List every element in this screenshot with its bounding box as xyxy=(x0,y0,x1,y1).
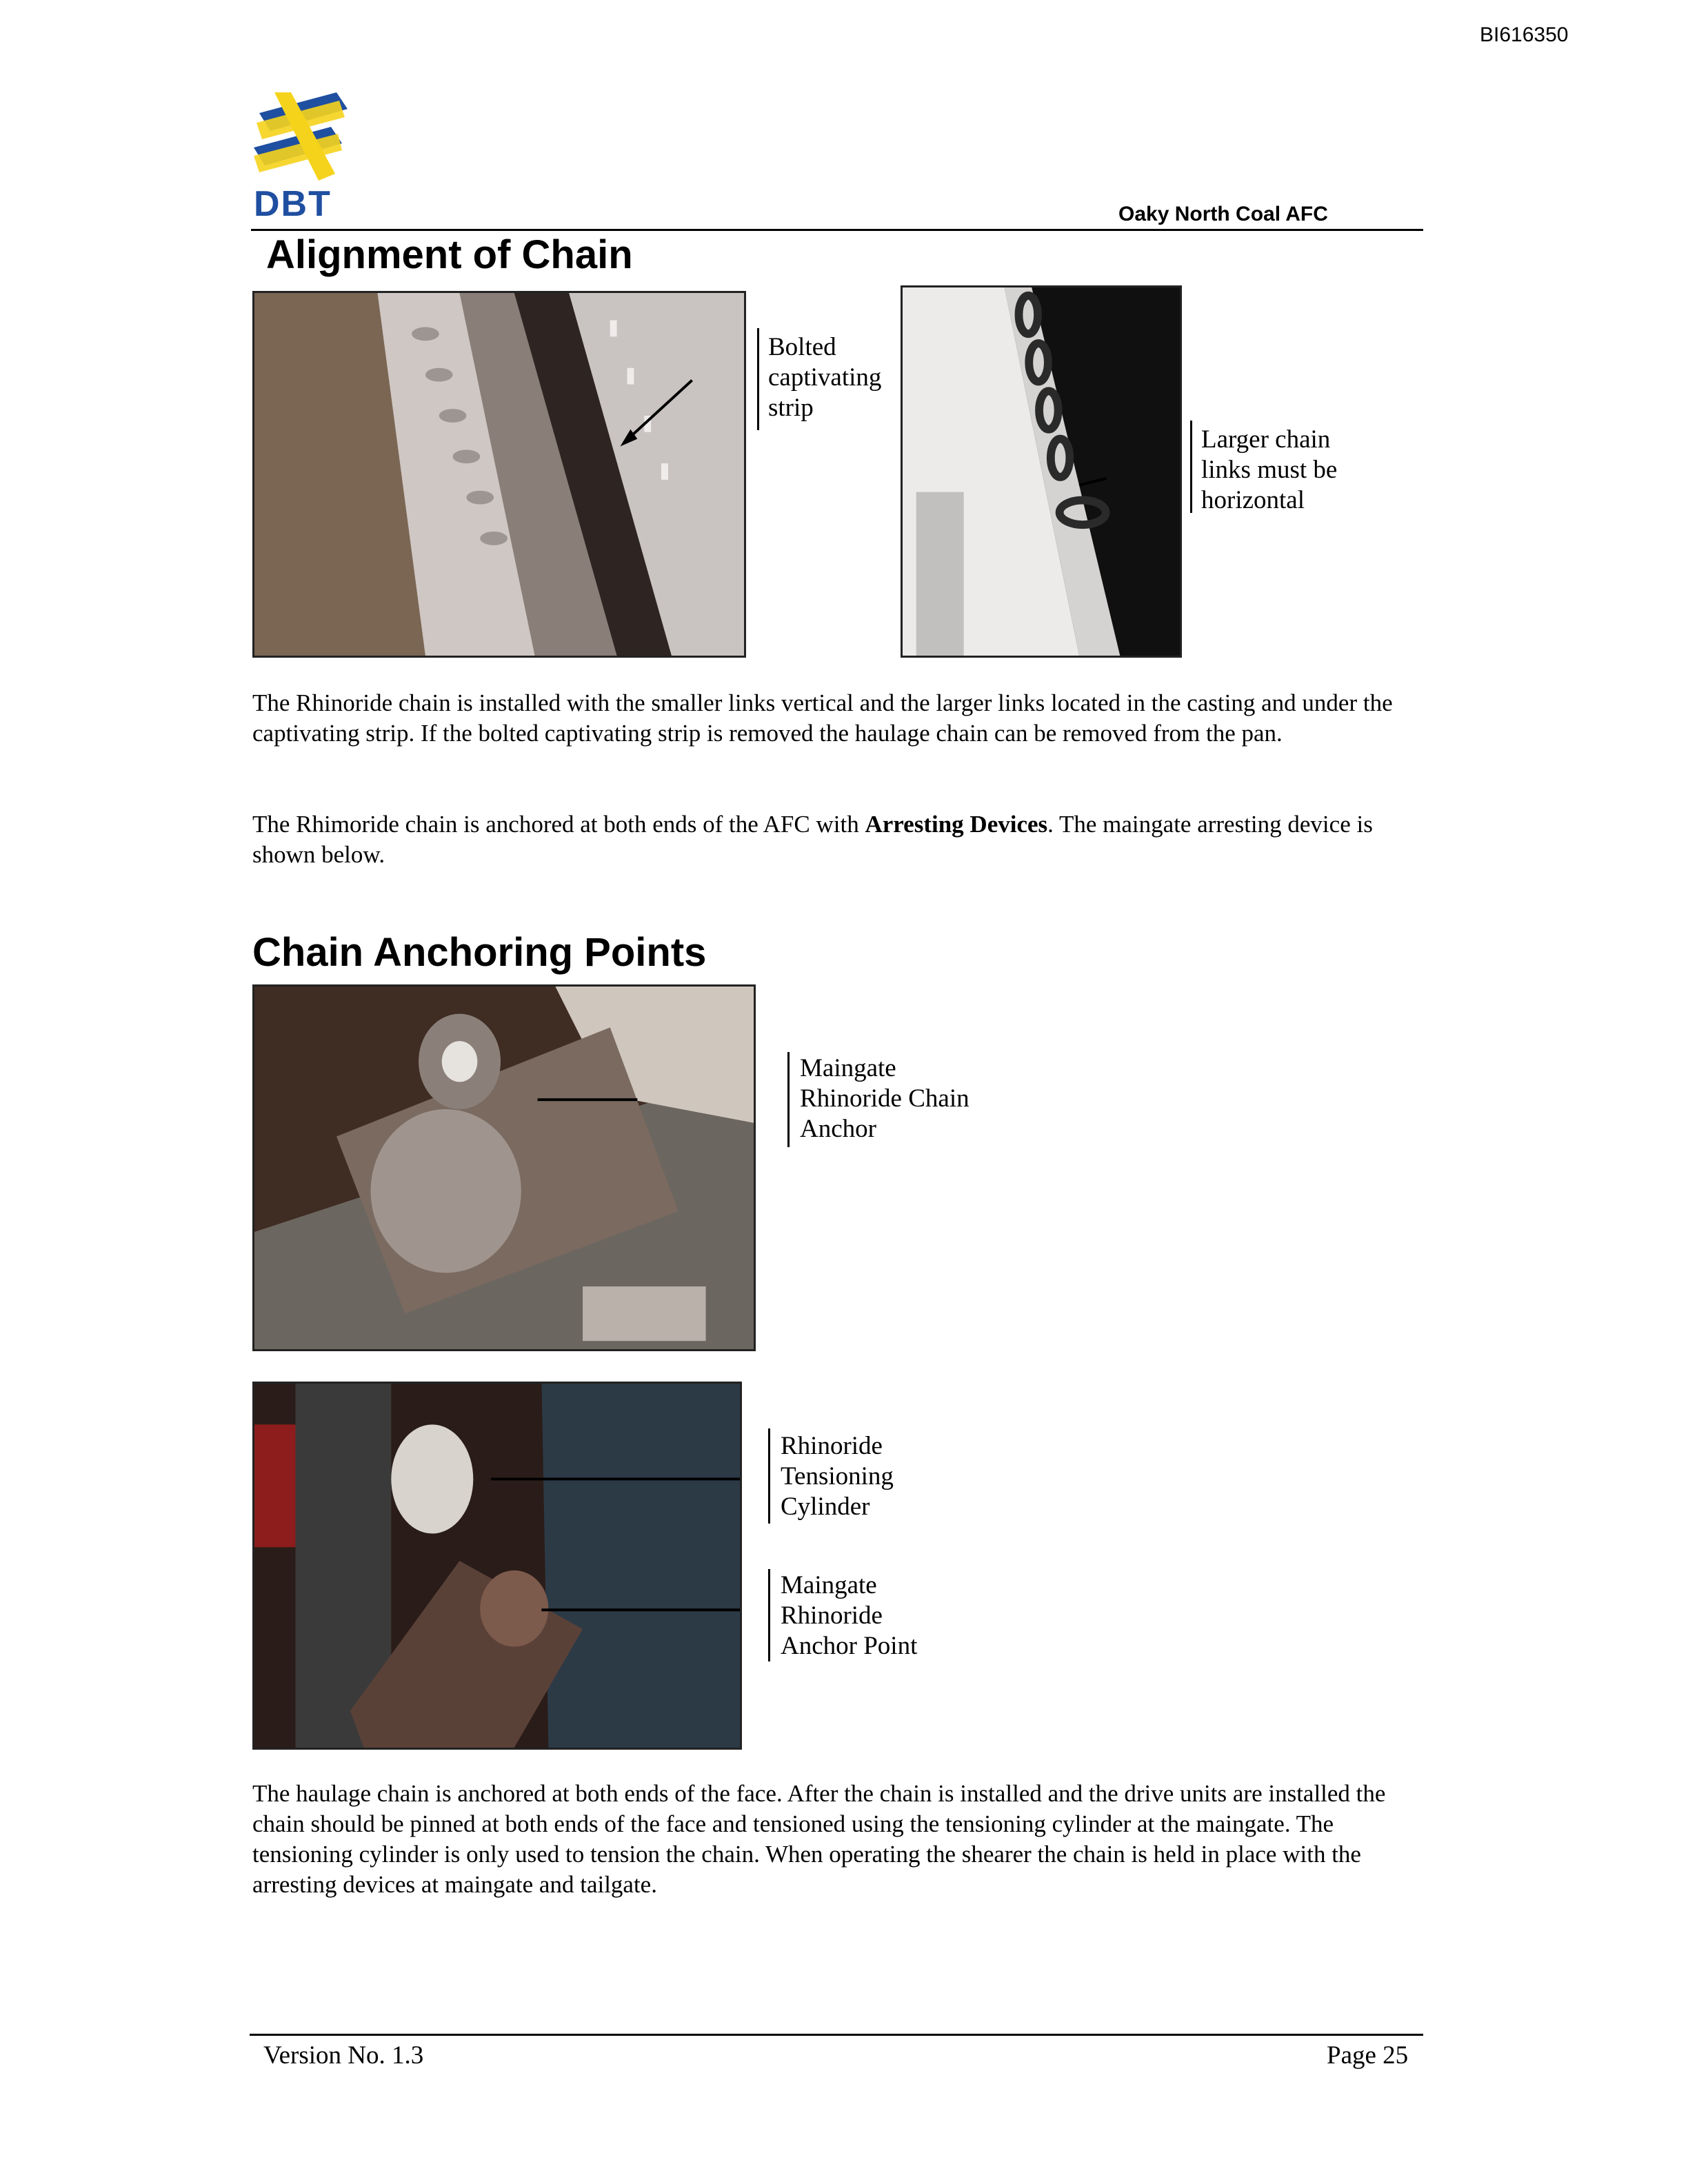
photo-chain-links xyxy=(901,285,1182,658)
arresting-text-before: The Rhimoride chain is anchored at both ends of the AFC with xyxy=(252,811,865,838)
paragraph-chain-installation-text: The Rhinoride chain is installed with the smaller links vertical and the larger links located in the casting and under the captivating strip. If the bolted captivating strip is removed the haulage chain can be removed from the pan. xyxy=(252,689,1393,747)
tensioning-cylinder-image xyxy=(254,1384,740,1748)
photo-tensioning-cylinder xyxy=(252,1382,742,1750)
photo-captivating-strip xyxy=(252,291,746,658)
footer-divider xyxy=(250,2034,1423,2036)
header-divider xyxy=(251,229,1423,231)
paragraph-arresting-devices xyxy=(252,809,1425,870)
callout-maingate-rhinoride-chain-anchor: Maingate Rhinoride Chain Anchor xyxy=(800,1054,969,1143)
callout-larger-chain-links: Larger chain links must be horizontal xyxy=(1201,425,1338,514)
callout-bolted-captivating-strip: Bolted captivating strip xyxy=(768,333,882,422)
arresting-devices-term: Arresting Devices xyxy=(865,811,1048,838)
arresting-text-after: . The maingate arresting device is shown below. xyxy=(252,811,1373,868)
header-title: Oaky North Coal AFC xyxy=(1118,203,1328,225)
document-id: BI616350 xyxy=(1480,23,1569,46)
section-heading-anchoring-points: Chain Anchoring Points xyxy=(252,930,707,975)
maingate-anchor-image xyxy=(254,987,754,1349)
footer-page-number: Page 25 xyxy=(1327,2041,1409,2070)
paragraph-haulage-chain-text: The haulage chain is anchored at both ends of the face. After the chain is installed and the drive units are installed the chain should be pinned at both ends of the face and tensioned using the tensioning cylinder at the maingate. The tensioning cylinder is only used to tension the chain. When operating the shearer the chain is held in place with the arresting devices at maingate and tailgate. xyxy=(252,1780,1386,1898)
photo-maingate-anchor xyxy=(252,984,756,1351)
captivating-strip-image xyxy=(254,293,744,656)
callout-bar-captivating xyxy=(757,328,759,430)
paragraph-arresting-devices-text xyxy=(252,809,1425,870)
paragraph-chain-installation xyxy=(252,688,1425,749)
paragraph-haulage-chain xyxy=(252,1779,1425,1900)
callout-bar-chain-links xyxy=(1190,421,1192,513)
section-heading-alignment: Alignment of Chain xyxy=(266,232,633,277)
callout-rhinoride-tensioning-cylinder: Rhinoride Tensioning Cylinder xyxy=(781,1432,894,1521)
footer-version: Version No. 1.3 xyxy=(263,2041,424,2070)
callout-bar-anchor-point xyxy=(768,1569,770,1661)
dbt-logo xyxy=(254,92,350,228)
callout-bar-anchor xyxy=(787,1052,790,1147)
chain-links-image xyxy=(903,287,1180,656)
logo-text: DBT xyxy=(254,184,332,224)
callout-bar-cylinder xyxy=(768,1428,770,1524)
dbt-logo-mark-icon xyxy=(254,92,350,182)
callout-maingate-rhinoride-anchor-point: Maingate Rhinoride Anchor Point xyxy=(781,1571,918,1660)
